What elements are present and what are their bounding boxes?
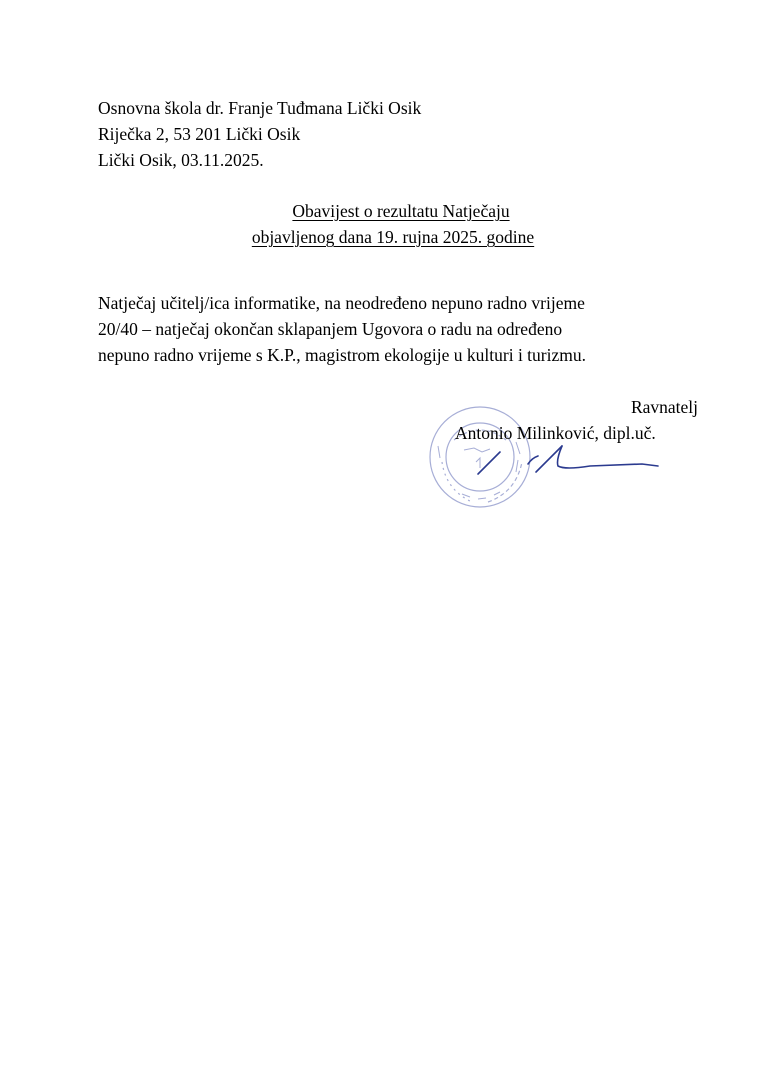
title-line-2: objavljenog dana 19. rujna 2025. godine [251, 227, 535, 247]
school-address: Riječka 2, 53 201 Lički Osik [98, 124, 301, 144]
body-line: Natječaj učitelj/ica informatike, na neodređeno nepuno radno vrijeme [98, 293, 585, 313]
signer-role: Ravnatelj [630, 397, 698, 417]
place-date: Lički Osik, 03.11.2025. [98, 150, 264, 170]
handwritten-signature-icon [470, 440, 670, 490]
letterhead [98, 95, 421, 173]
body-line: nepuno radno vrijeme s K.P., magistrom ekologije u kulturi i turizmu. [98, 345, 586, 365]
notice-body [98, 290, 586, 368]
title-line-1: Obavijest o rezultatu Natječaju [292, 201, 510, 221]
document-title [0, 198, 764, 250]
body-line: 20/40 – natječaj okončan sklapanjem Ugovora o radu na određeno [98, 319, 563, 339]
signer-name: Antonio Milinković, dipl.uč. [455, 423, 656, 443]
school-name: Osnovna škola dr. Franje Tuđmana Lički Osik [98, 98, 422, 118]
